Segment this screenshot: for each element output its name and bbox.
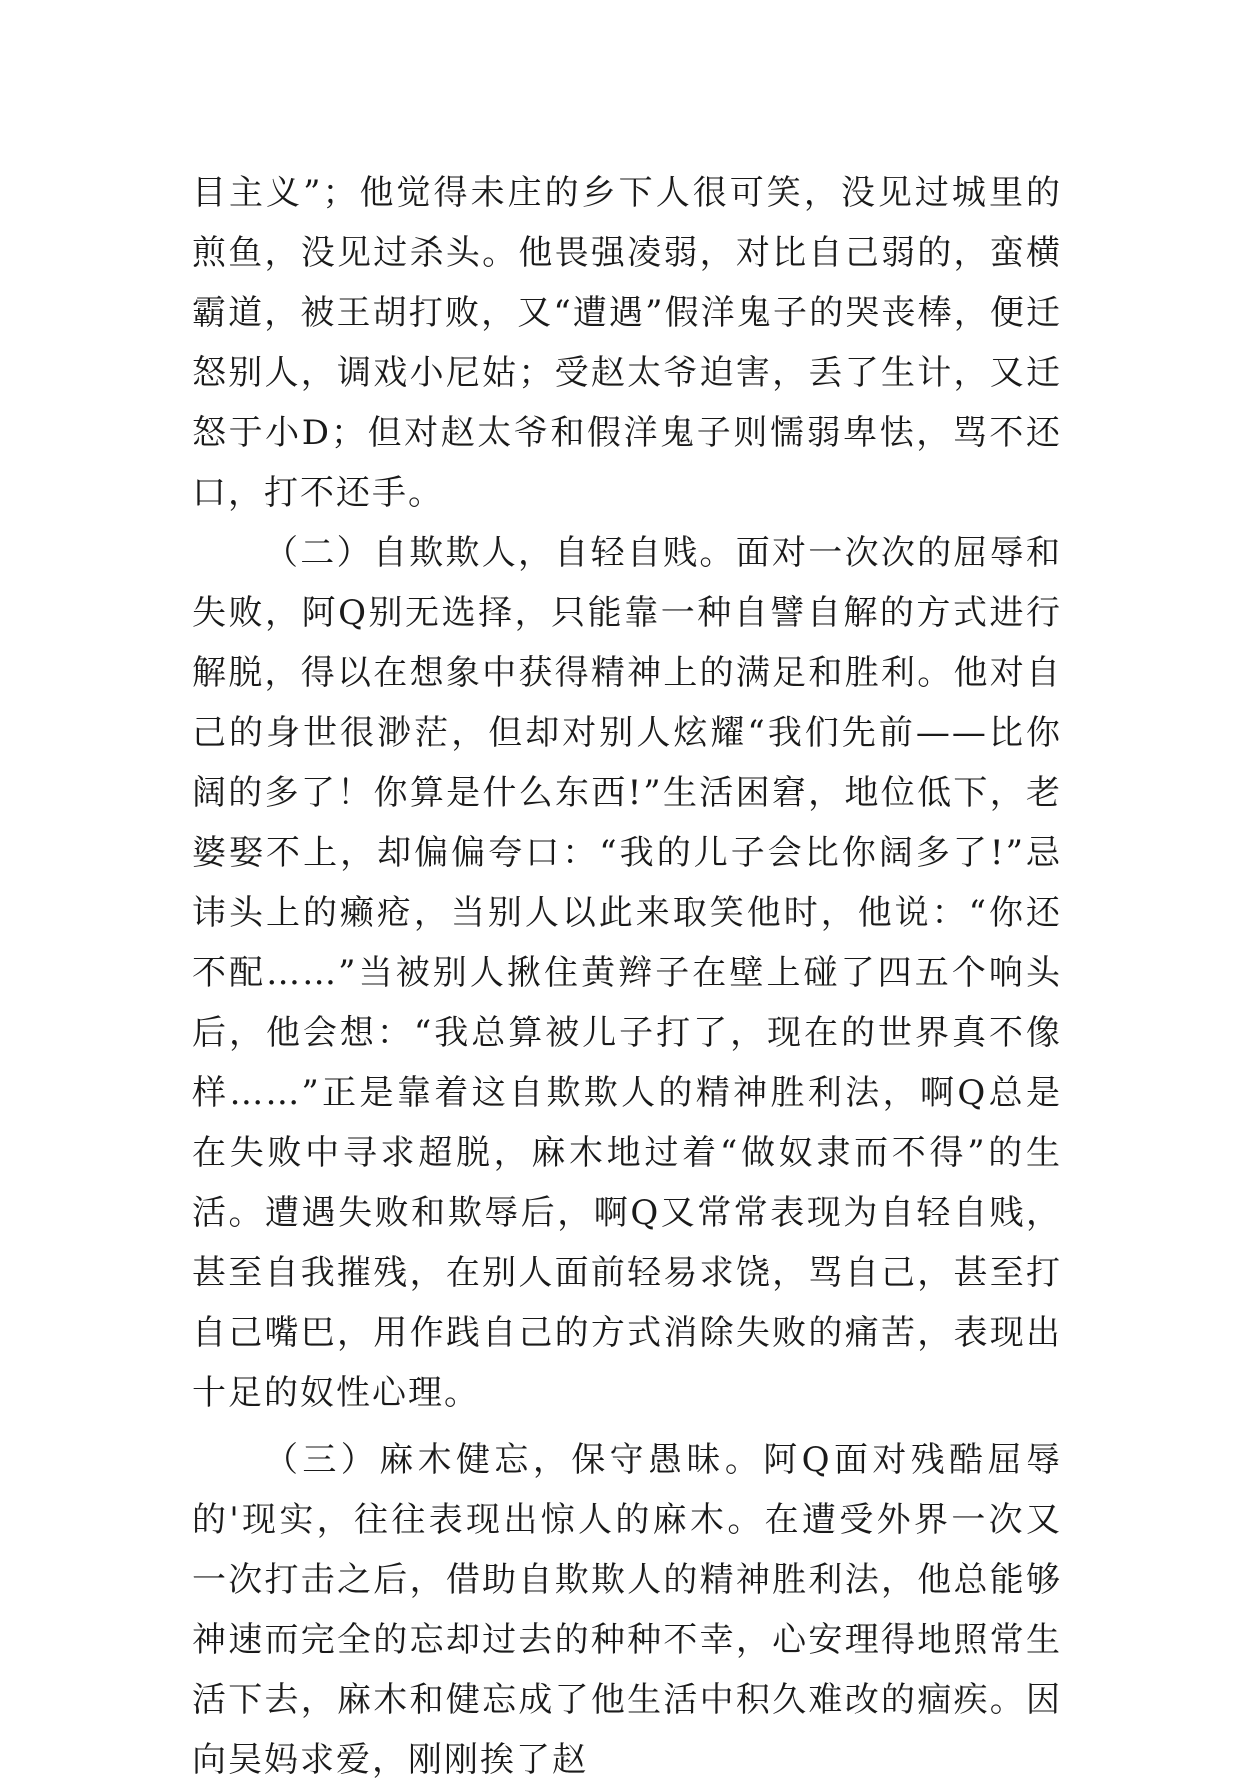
body-text [192, 163, 1062, 1790]
paragraph-1: 目主义”；他觉得未庄的乡下人很可笑，没见过城里的煎鱼，没见过杀头。他畏强凌弱，对比自己弱的，蛮横霸道，被王胡打败，又“遭遇”假洋鬼子的哭丧棒，便迁怒别人，调戏小尼姑；受赵太爷迫害，丢了生计，又迁怒于小D；但对赵太爷和假洋鬼子则懦弱卑怯，骂不还口，打不还手。 [192, 173, 1062, 513]
paragraph-3: （三）麻木健忘，保守愚昧。阿Q面对残酷屈辱的'现实，往往表现出惊人的麻木。在遭受外界一次又一次打击之后，借助自欺欺人的精神胜利法，他总能够神速而完全的忘却过去的种种不幸，心安理得地照常生活下去，麻木和健忘成了他生活中积久难改的痼疾。因向吴妈求爱，刚刚挨了赵 [192, 1440, 1062, 1780]
paragraph-2: （二）自欺欺人，自轻自贱。面对一次次的屈辱和失败，阿Q别无选择，只能靠一种自譬自解的方式进行解脱，得以在想象中获得精神上的满足和胜利。他对自己的身世很渺茫，但却对别人炫耀“我们先前——比你阔的多了！你算是什么东西!”生活困窘，地位低下，老婆娶不上，却偏偏夸口：“我的儿子会比你阔多了!”忌讳头上的癞疮，当别人以此来取笑他时，他说：“你还不配……”当被别人揪住黄辫子在壁上碰了四五个响头后，他会想：“我总算被儿子打了，现在的世界真不像样……”正是靠着这自欺欺人的精神胜利法，啊Q总是在失败中寻求超脱，麻木地过着“做奴隶而不得”的生活。遭遇失败和欺辱后，啊Q又常常表现为自轻自贱，甚至自我摧残，在别人面前轻易求饶，骂自己，甚至打自己嘴巴，用作践自己的方式消除失败的痛苦，表现出十足的奴性心理。 [192, 533, 1062, 1413]
